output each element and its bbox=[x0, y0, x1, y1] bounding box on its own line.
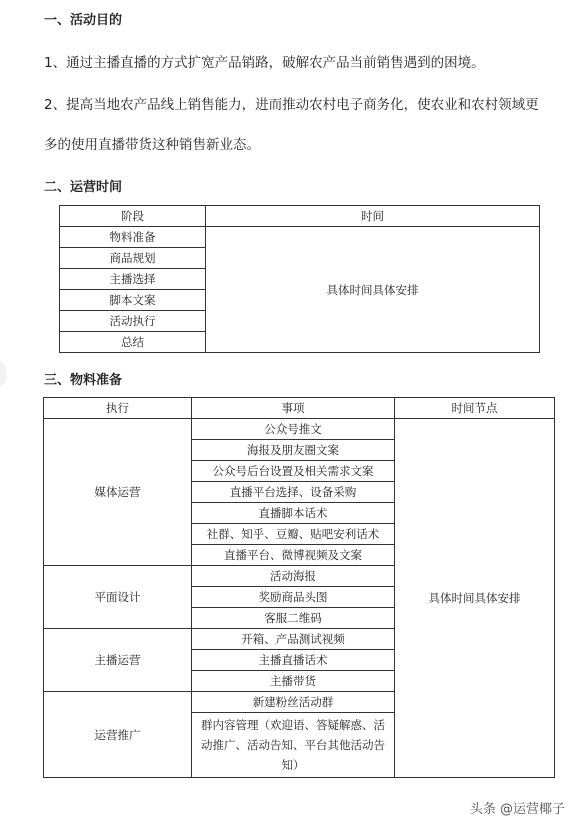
materials-table bbox=[43, 397, 555, 778]
group-cell-design: 平面设计 bbox=[44, 566, 192, 629]
col-header-time: 时间 bbox=[206, 206, 540, 227]
task-cell: 新建粉丝活动群 bbox=[192, 692, 395, 713]
task-cell: 公众号后台设置及相关需求文案 bbox=[192, 461, 395, 482]
task-cell: 社群、知乎、豆瓣、贴吧安利话术 bbox=[192, 524, 395, 545]
task-cell: 主播直播话术 bbox=[192, 650, 395, 671]
task-cell: 直播平台选择、设备采购 bbox=[192, 482, 395, 503]
col-header-stage: 阶段 bbox=[60, 206, 206, 227]
stage-cell: 脚本文案 bbox=[60, 290, 206, 311]
task-cell: 客服二维码 bbox=[192, 608, 395, 629]
group-cell-anchor: 主播运营 bbox=[44, 629, 192, 692]
materials-time-cell: 具体时间具体安排 bbox=[395, 419, 555, 778]
task-cell: 群内容管理（欢迎语、答疑解惑、活动推广、活动告知、平台其他活动告知） bbox=[192, 713, 395, 778]
task-cell: 公众号推文 bbox=[192, 419, 395, 440]
task-cell: 主播带货 bbox=[192, 671, 395, 692]
stage-cell: 主播选择 bbox=[60, 269, 206, 290]
schedule-table bbox=[59, 205, 540, 353]
task-cell: 奖励商品头图 bbox=[192, 587, 395, 608]
task-cell: 开箱、产品测试视频 bbox=[192, 629, 395, 650]
stage-cell: 活动执行 bbox=[60, 311, 206, 332]
col-header-task: 事项 bbox=[192, 398, 395, 419]
section1-heading: 一、活动目的 bbox=[44, 13, 123, 28]
section3-heading: 三、物料准备 bbox=[44, 373, 123, 388]
group-cell-media: 媒体运营 bbox=[44, 419, 192, 566]
task-cell: 海报及朋友圈文案 bbox=[192, 440, 395, 461]
side-tab[interactable] bbox=[0, 362, 6, 386]
purpose-item-2-line2: 多的使用直播带货这种销售新业态。 bbox=[44, 137, 260, 153]
stage-cell: 商品规划 bbox=[60, 248, 206, 269]
col-header-deadline: 时间节点 bbox=[395, 398, 555, 419]
task-cell: 活动海报 bbox=[192, 566, 395, 587]
stage-cell: 总结 bbox=[60, 332, 206, 353]
purpose-item-1: 1、通过主播直播的方式扩宽产品销路，破解农产品当前销售遇到的困境。 bbox=[44, 55, 485, 71]
section2-heading: 二、运营时间 bbox=[44, 180, 123, 195]
group-cell-promotion: 运营推广 bbox=[44, 692, 192, 778]
purpose-item-2-line1: 2、提高当地农产品线上销售能力，进而推动农村电子商务化，使农业和农村领域更 bbox=[44, 97, 539, 113]
task-cell: 直播脚本话术 bbox=[192, 503, 395, 524]
watermark: 头条 @运营椰子 bbox=[469, 802, 565, 817]
task-cell: 直播平台、微博视频及文案 bbox=[192, 545, 395, 566]
schedule-time-cell: 具体时间具体安排 bbox=[206, 227, 540, 353]
stage-cell: 物料准备 bbox=[60, 227, 206, 248]
col-header-executor: 执行 bbox=[44, 398, 192, 419]
